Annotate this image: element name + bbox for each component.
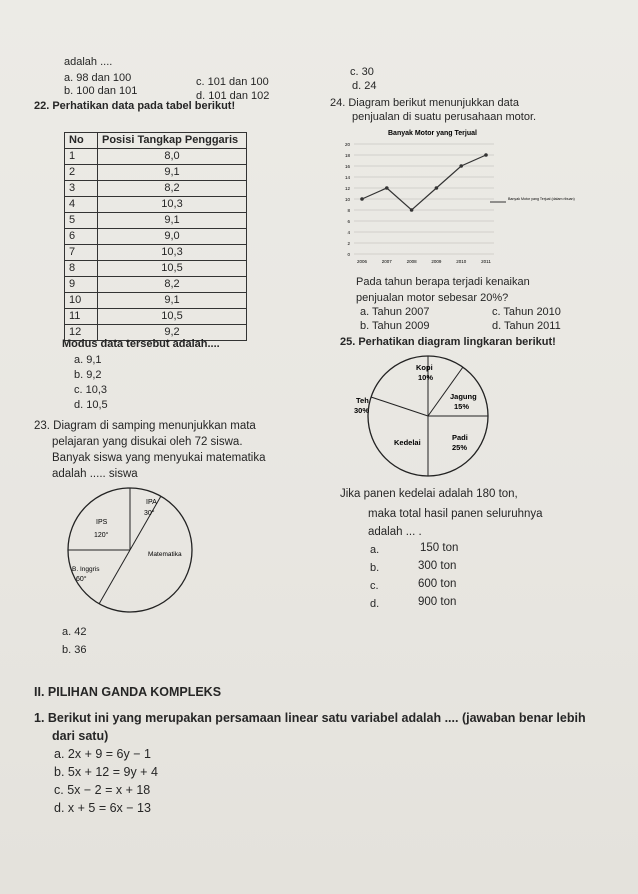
x-tick-label: 2007 (381, 259, 392, 264)
table-cell-position: 10,3 (98, 197, 247, 213)
pie-label-teh: Teh (356, 396, 369, 405)
prev-option-c: c. 101 dan 100 (196, 76, 269, 88)
line-point (360, 197, 364, 201)
x-tick-label: 2009 (431, 259, 442, 264)
pie-label-ipa: IPA (146, 499, 157, 506)
section2-q1-option-a: a. 2x + 9 = 6y − 1 (54, 747, 151, 761)
section2-q1-option-c: c. 5x − 2 = x + 18 (54, 783, 151, 797)
y-tick-label: 2 (347, 241, 350, 246)
section2-q1-option-b: b. 5x + 12 = 9y + 4 (54, 765, 158, 779)
q25-text-line1: Jika panen kedelai adalah 180 ton, (340, 488, 518, 500)
prev-option-a: a. 98 dan 100 (64, 72, 132, 84)
line-point (410, 208, 414, 212)
q25-option-a-letter: a. (370, 544, 380, 556)
q24-option-d: d. Tahun 2011 (492, 320, 561, 332)
q22-option-a: a. 9,1 (74, 354, 102, 366)
line-series-sales (362, 155, 486, 210)
table-cell-position: 9,1 (98, 293, 247, 309)
section2-q1-line1: 1. Berikut ini yang merupakan persamaan linear satu variabel adalah .... (jawaban benar lebih (34, 711, 586, 725)
pie-label-ips: IPS (96, 519, 108, 526)
table-row (65, 293, 247, 309)
prev-right-option-d: d. 24 (352, 80, 377, 92)
table-cell-position: 9,1 (98, 213, 247, 229)
q24-line2: penjualan di suatu perusahaan motor. (352, 111, 537, 123)
table-cell-no: 8 (65, 261, 98, 277)
q22-question: Modus data tersebut adalah.... (62, 338, 220, 350)
y-tick-label: 4 (347, 230, 350, 235)
q25-option-b-value: 300 ton (418, 560, 457, 572)
table-header-no: No (65, 133, 98, 149)
pie-divider-bing-mat (99, 550, 130, 604)
table-cell-no: 10 (65, 293, 98, 309)
table-cell-no: 3 (65, 181, 98, 197)
q25-option-c-value: 600 ton (418, 578, 457, 590)
table-row (65, 229, 247, 245)
x-tick-label: 2010 (456, 259, 467, 264)
q25-option-c-letter: c. (370, 580, 379, 592)
q25-option-d-value: 900 ton (418, 596, 457, 608)
table-row (65, 197, 247, 213)
pie-label-teh-pct: 30% (354, 406, 370, 415)
table-cell-position: 10,5 (98, 309, 247, 325)
section2-q1-line2: dari satu) (52, 729, 109, 743)
pie-label-bing-deg: 60° (76, 576, 87, 583)
q23-option-a: a. 42 (62, 626, 87, 638)
q22-heading: 22. Perhatikan data pada tabel berikut! (34, 100, 236, 112)
y-tick-label: 0 (347, 252, 350, 257)
table-header-position: Posisi Tangkap Penggaris (98, 133, 247, 149)
q24-option-b: b. Tahun 2009 (360, 320, 430, 332)
table-cell-no: 5 (65, 213, 98, 229)
y-tick-label: 16 (344, 164, 350, 169)
q24-option-c: c. Tahun 2010 (492, 306, 561, 318)
pie-label-kopi-pct: 10% (418, 373, 434, 382)
table-row (65, 165, 247, 181)
q22-option-d: d. 10,5 (74, 399, 108, 411)
line-point (435, 186, 439, 190)
q25-option-a-value: 150 ton (420, 542, 459, 554)
table-row (65, 261, 247, 277)
table-cell-no: 2 (65, 165, 98, 181)
line-chart-title: Banyak Motor yang Terjual (388, 130, 477, 137)
pie-label-jagung-pct: 15% (454, 402, 470, 411)
line-point (385, 186, 389, 190)
table-row (65, 277, 247, 293)
table-cell-no: 12 (65, 325, 98, 341)
table-cell-position: 9,2 (98, 325, 247, 341)
q25-text-line3: adalah ... . (368, 526, 422, 538)
table-cell-position: 8,2 (98, 277, 247, 293)
q24-line-chart (330, 122, 575, 272)
y-tick-label: 20 (344, 142, 350, 147)
table-row (65, 149, 247, 165)
section2-heading: II. PILIHAN GANDA KOMPLEKS (34, 685, 222, 699)
table-cell-no: 9 (65, 277, 98, 293)
q25-option-d-letter: d. (370, 598, 380, 610)
q25-text-line2: maka total hasil panen seluruhnya (368, 508, 543, 520)
line-point (459, 164, 463, 168)
q25-pie-chart (346, 350, 516, 480)
x-tick-label: 2008 (406, 259, 417, 264)
q23-line4: adalah ..... siswa (52, 468, 138, 480)
y-tick-label: 12 (344, 186, 350, 191)
y-tick-label: 18 (344, 153, 350, 158)
y-tick-label: 6 (347, 219, 350, 224)
q22-option-c: c. 10,3 (74, 384, 108, 396)
table-row (65, 245, 247, 261)
pie-label-kedelai: Kedelai (394, 438, 421, 447)
line-chart-legend: Banyak Motor yang Terjual (dalam ribuan) (508, 197, 575, 201)
x-tick-label: 2006 (356, 259, 368, 264)
x-tick-label: 2011 (481, 259, 491, 264)
prev-option-d: d. 101 dan 102 (196, 90, 270, 102)
table-row (65, 181, 247, 197)
table-cell-position: 8,0 (98, 149, 247, 165)
q24-question-line1: Pada tahun berapa terjadi kenaikan (356, 276, 530, 288)
pie-label-padi-pct: 25% (452, 443, 468, 452)
table-row (65, 213, 247, 229)
prev-question-tail: adalah .... (64, 56, 113, 68)
table-cell-position: 10,3 (98, 245, 247, 261)
q23-pie-chart (60, 480, 200, 620)
q22-table (64, 132, 247, 341)
table-cell-no: 7 (65, 245, 98, 261)
q24-line1: 24. Diagram berikut menunjukkan data (330, 97, 519, 109)
table-cell-no: 4 (65, 197, 98, 213)
q25-option-b-letter: b. (370, 562, 380, 574)
q24-question-line2: penjualan motor sebesar 20%? (356, 292, 509, 304)
y-tick-label: 14 (344, 175, 350, 180)
prev-right-option-c: c. 30 (350, 66, 374, 78)
pie-label-kopi: Kopi (416, 363, 433, 372)
table-row (65, 309, 247, 325)
pie-label-padi: Padi (452, 433, 468, 442)
table-cell-no: 11 (65, 309, 98, 325)
table-cell-position: 9,0 (98, 229, 247, 245)
q23-option-b: b. 36 (62, 644, 87, 656)
q22-option-b: b. 9,2 (74, 369, 102, 381)
q23-line1: 23. Diagram di samping menunjukkan mata (34, 420, 256, 432)
prev-option-b: b. 100 dan 101 (64, 85, 138, 97)
pie-label-matematika: Matematika (148, 551, 182, 558)
pie-label-ips-deg: 120° (94, 532, 109, 539)
q23-line3: Banyak siswa yang menyukai matematika (52, 452, 266, 464)
y-tick-label: 8 (347, 208, 350, 213)
table-cell-position: 10,5 (98, 261, 247, 277)
y-tick-label: 10 (344, 197, 350, 202)
table-cell-position: 9,1 (98, 165, 247, 181)
section2-q1-option-d: d. x + 5 = 6x − 13 (54, 801, 151, 815)
q24-option-a: a. Tahun 2007 (360, 306, 430, 318)
pie-label-jagung: Jagung (450, 392, 477, 401)
pie-divider-kedelai-teh (371, 397, 428, 416)
table-cell-no: 6 (65, 229, 98, 245)
pie-label-bing: B. Inggris (72, 566, 100, 573)
q23-line2: pelajaran yang disukai oleh 72 siswa. (52, 436, 243, 448)
pie-label-ipa-deg: 30° (144, 510, 155, 517)
q25-heading: 25. Perhatikan diagram lingkaran berikut! (340, 336, 556, 348)
table-cell-no: 1 (65, 149, 98, 165)
table-cell-position: 8,2 (98, 181, 247, 197)
line-point (484, 153, 488, 157)
